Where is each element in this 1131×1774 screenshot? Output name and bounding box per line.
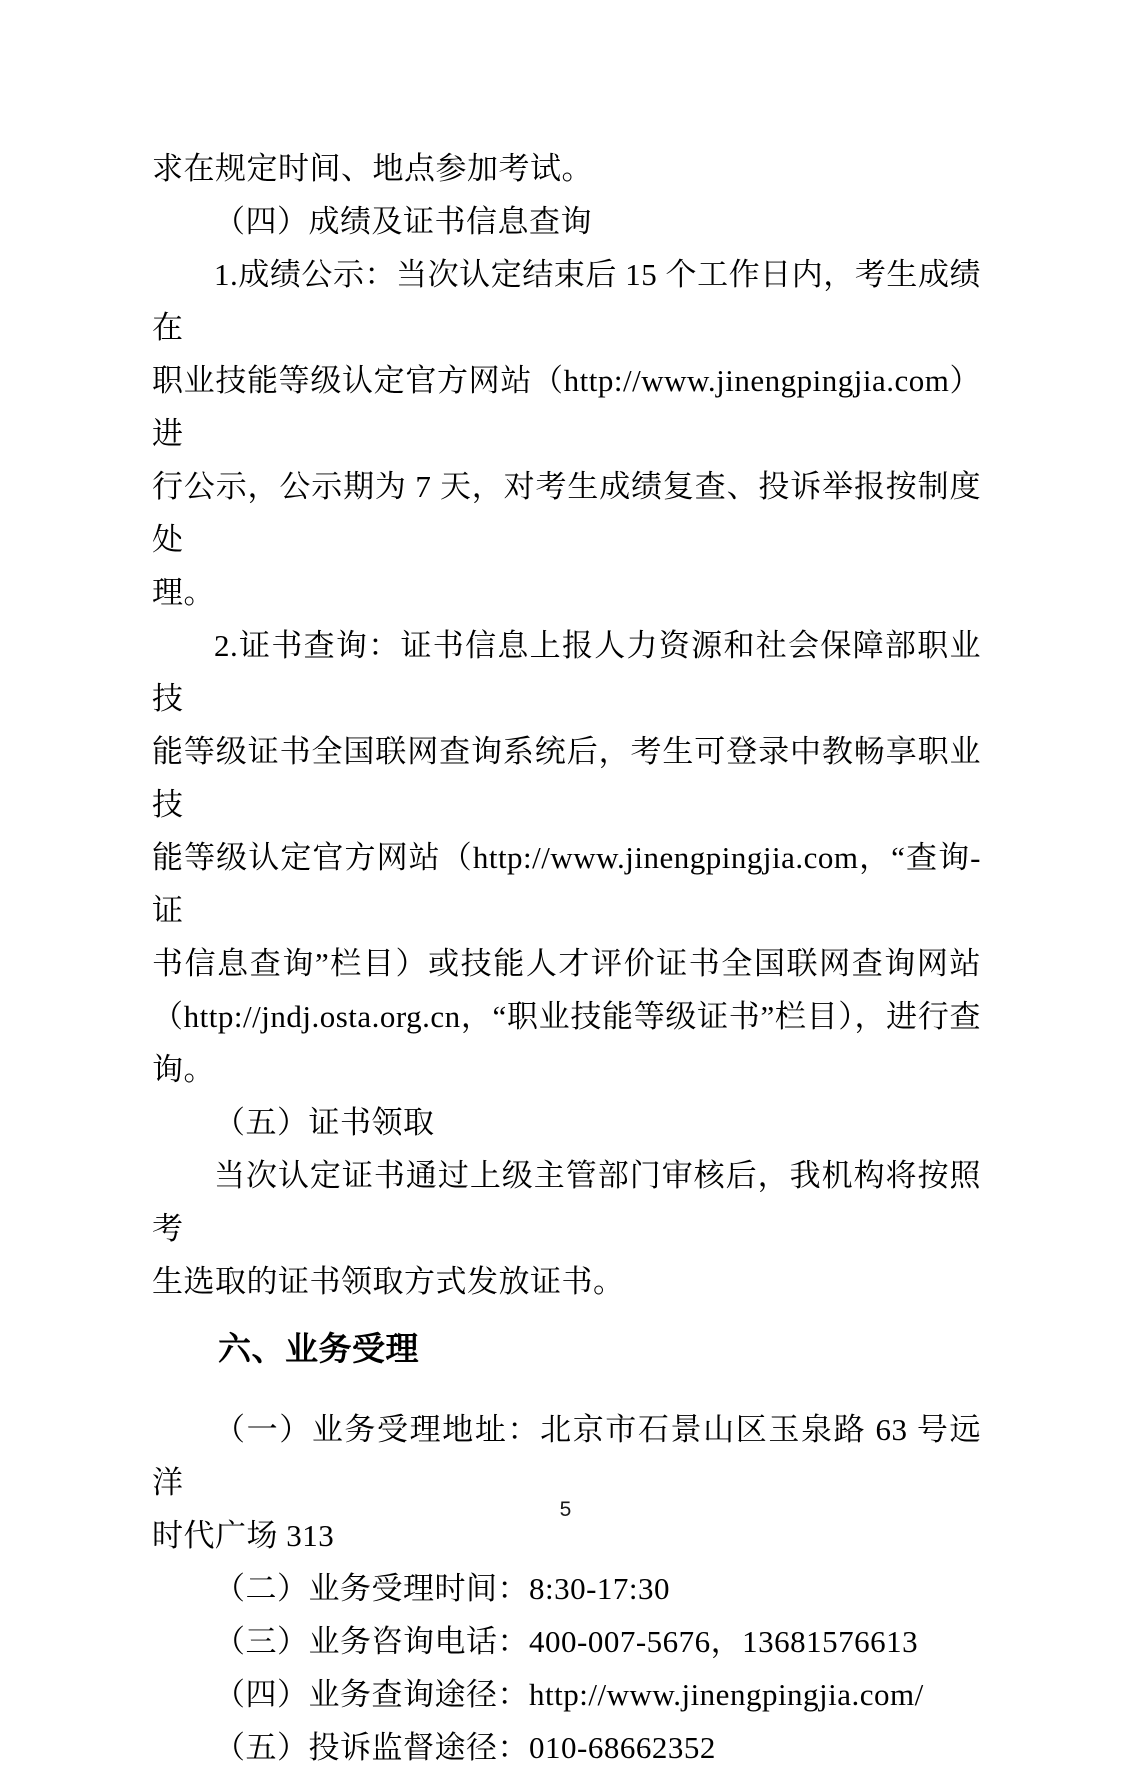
paragraph-line-business-phone: （三）业务咨询电话：400-007-5676，13681576613 [214,1624,919,1659]
paragraph-line-business-address-cont: 时代广场 313 [152,1518,335,1553]
subsection-heading-certificate-pickup: （五）证书领取 [214,1105,435,1140]
paragraph-line: 职业技能等级认定官方网站（http://www.jinengpingjia.com）进 [152,363,981,451]
paragraph-line-business-address: （一）业务受理地址：北京市石景山区玉泉路 63 号远洋 [152,1412,981,1500]
section-heading-business-acceptance: 六、业务受理 [218,1330,419,1367]
document-content [152,142,981,1774]
paragraph-line: 生选取的证书领取方式发放证书。 [152,1264,625,1299]
page-footer [0,1498,1131,1522]
paragraph-line: 2.证书查询：证书信息上报人力资源和社会保障部职业技 [152,628,981,716]
paragraph-line-complaint-phone: （五）投诉监督途径：010-68662352 [214,1730,716,1765]
paragraph-line: （http://jndj.osta.org.cn，“职业技能等级证书”栏目），进行查 [152,999,981,1034]
paragraph-line-business-hours: （二）业务受理时间：8:30-17:30 [214,1571,671,1606]
paragraph-line: 书信息查询”栏目）或技能人才评价证书全国联网查询网站 [152,946,981,981]
paragraph-line: 询。 [152,1052,215,1087]
subsection-heading-results-query: （四）成绩及证书信息查询 [214,204,592,239]
paragraph-line: 当次认定证书通过上级主管部门审核后，我机构将按照考 [152,1158,981,1246]
paragraph-line: 能等级证书全国联网查询系统后，考生可登录中教畅享职业技 [152,734,981,822]
page-number: 5 [559,1498,572,1521]
paragraph-line: 求在规定时间、地点参加考试。 [152,151,593,186]
paragraph-line: 行公示，公示期为 7 天，对考生成绩复查、投诉举报按制度处 [152,469,981,557]
paragraph-line: 理。 [152,575,215,610]
paragraph-line: 能等级认定官方网站（http://www.jinengpingjia.com，“查询-证 [152,840,981,928]
paragraph-line-business-query-url: （四）业务查询途径：http://www.jinengpingjia.com/ [214,1677,924,1712]
paragraph-line: 1.成绩公示：当次认定结束后 15 个工作日内，考生成绩在 [152,257,981,345]
